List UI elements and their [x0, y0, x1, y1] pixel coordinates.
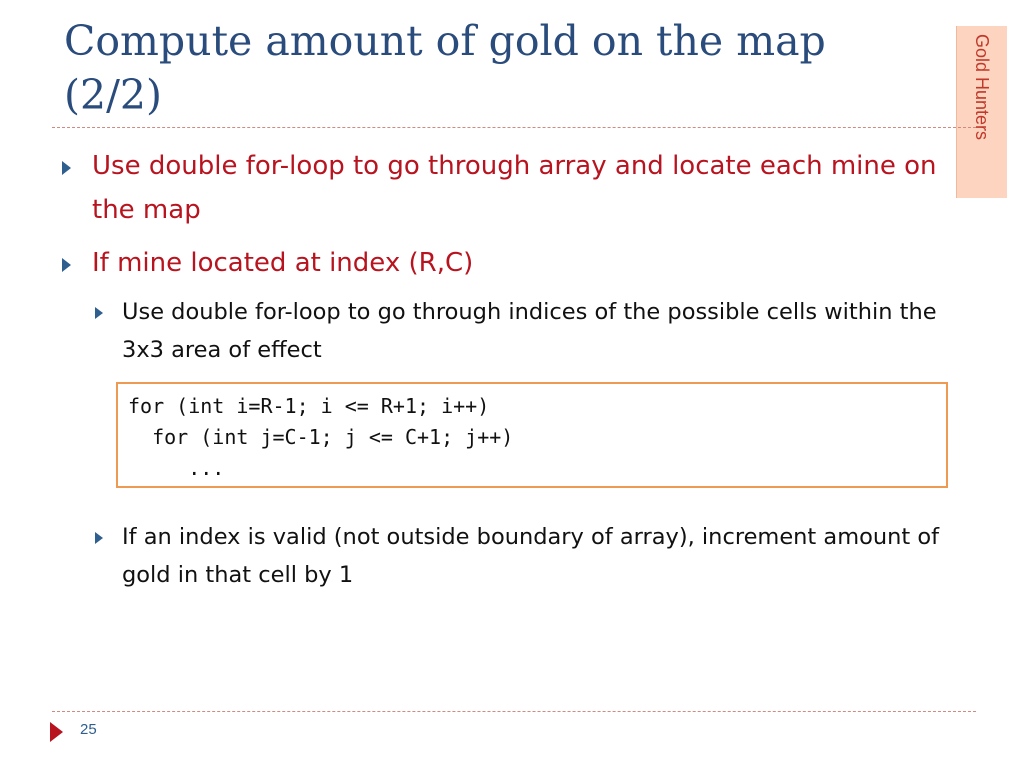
triangle-right-icon — [50, 722, 63, 742]
bullet-text: Use double for-loop to go through array and locate each mine on the map — [92, 151, 937, 225]
page-number: 25 — [80, 721, 97, 738]
code-line: ... — [128, 456, 225, 480]
title-divider — [52, 127, 976, 128]
triangle-right-icon — [95, 532, 103, 544]
sub-bullet-text: Use double for-loop to go through indices of the possible cells within the 3x3 area of effect — [122, 299, 937, 363]
bullet-text: If mine located at index (R,C) — [92, 248, 474, 278]
sub-bullet-item — [122, 293, 952, 369]
slide-title: Compute amount of gold on the map (2/2) — [64, 17, 826, 119]
footer-divider — [52, 711, 976, 712]
triangle-right-icon — [62, 161, 71, 175]
side-tab — [956, 26, 1007, 198]
bullet-item — [92, 241, 952, 285]
code-block — [116, 382, 948, 488]
sub-bullet-text: If an index is valid (not outside boundary of array), increment amount of gold in that cell by 1 — [122, 524, 940, 588]
side-tab-label: Gold Hunters — [972, 34, 992, 141]
bullet-item — [92, 144, 952, 232]
code-line: for (int i=R-1; i <= R+1; i++) — [128, 394, 490, 418]
code-line: for (int j=C-1; j <= C+1; j++) — [128, 425, 514, 449]
sub-bullet-item — [122, 518, 952, 594]
triangle-right-icon — [62, 258, 71, 272]
triangle-right-icon — [95, 307, 103, 319]
